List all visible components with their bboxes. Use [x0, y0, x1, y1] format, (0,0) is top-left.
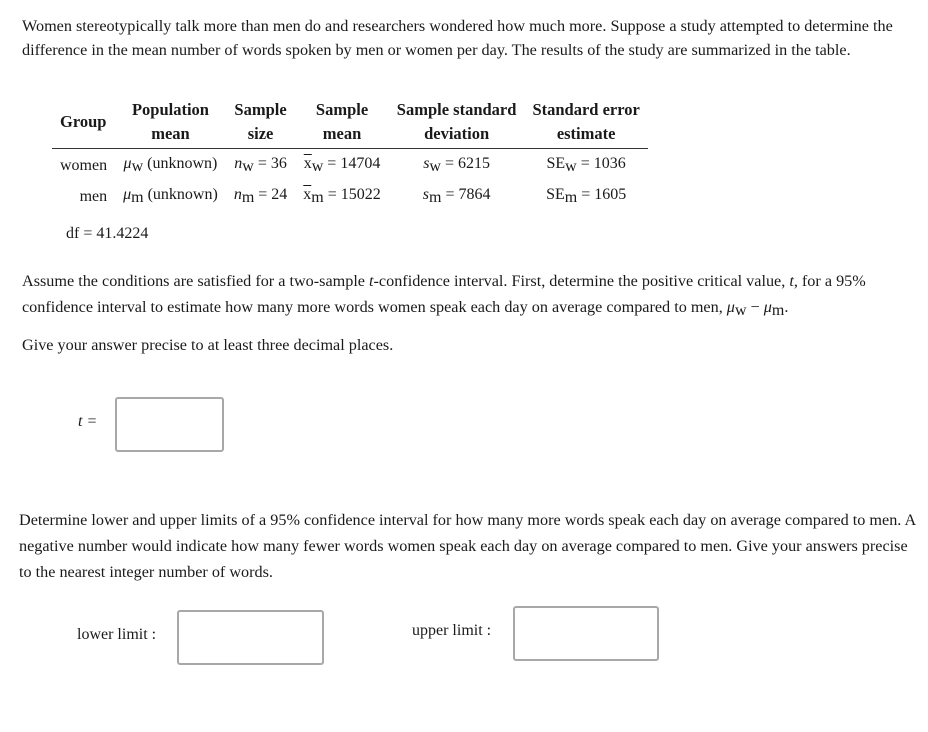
cell-sample-size: $n_m = 24$ — [233, 186, 288, 206]
cell-sample-sd: $s_m = 7864$ — [422, 186, 491, 206]
lower-limit-input[interactable] — [177, 610, 324, 665]
t-value-input[interactable] — [115, 397, 224, 452]
problem-intro: Women stereotypically talk more than men do and researchers wondered how much more. Suppose a study attempted to determine the difference in the mean number of words spoken by men or women per day. The results of the study are summarized in the table. — [22, 17, 893, 59]
question-confidence-limits: Determine lower and upper limits of a 95% confidence interval for how many more words speak each day on average compared to men. A negative number would indicate how many fewer words women speak each day on average compared to men. Give your answers precise to the nearest integer number of words. — [19, 511, 916, 581]
header-standard-error: Standard error estimate — [524, 97, 647, 149]
cell-sample-mean: $\overline{x}_w = 14704$ — [303, 155, 381, 175]
cell-sample-mean: $\overline{x}_m = 15022$ — [303, 186, 381, 206]
upper-limit-label: upper limit : — [412, 622, 492, 639]
cell-standard-error: $SE_m = 1605$ — [546, 186, 627, 206]
cell-group: women — [60, 156, 108, 174]
upper-limit-input[interactable] — [513, 606, 659, 661]
header-sample-mean: Sample mean — [295, 97, 388, 149]
cell-population-mean: $\mu_m$ (unknown) — [123, 186, 218, 206]
question-critical-value: Assume the conditions are satisfied for a two-sample t-confidence interval. First, determine the positive critical value, t, for a 95% confidence interval to estimate how many more words women speak each day on average compared to men, $\mu_w - \mu_m$. Give your answer precise to at least three decimal places. — [22, 272, 866, 354]
header-group: Group — [52, 97, 115, 149]
header-sample-sd: Sample standard deviation — [389, 97, 525, 149]
cell-standard-error: $SE_w = 1036$ — [546, 155, 626, 175]
degrees-of-freedom: df = 41.4224 — [66, 225, 149, 242]
header-sample-size: Sample size — [226, 97, 295, 149]
cell-population-mean: $\mu_w$ (unknown) — [123, 155, 218, 175]
cell-sample-sd: $s_w = 6215$ — [423, 155, 491, 175]
table-row-men — [52, 181, 648, 212]
cell-group: men — [79, 187, 108, 205]
table-row-women — [52, 149, 648, 182]
cell-sample-size: $n_w = 36$ — [234, 155, 287, 175]
lower-limit-label: lower limit : — [77, 626, 157, 643]
study-summary-table — [52, 97, 648, 212]
header-population-mean: Population mean — [115, 97, 226, 149]
t-value-label: t = — [78, 413, 98, 430]
table-header-row — [52, 97, 648, 149]
